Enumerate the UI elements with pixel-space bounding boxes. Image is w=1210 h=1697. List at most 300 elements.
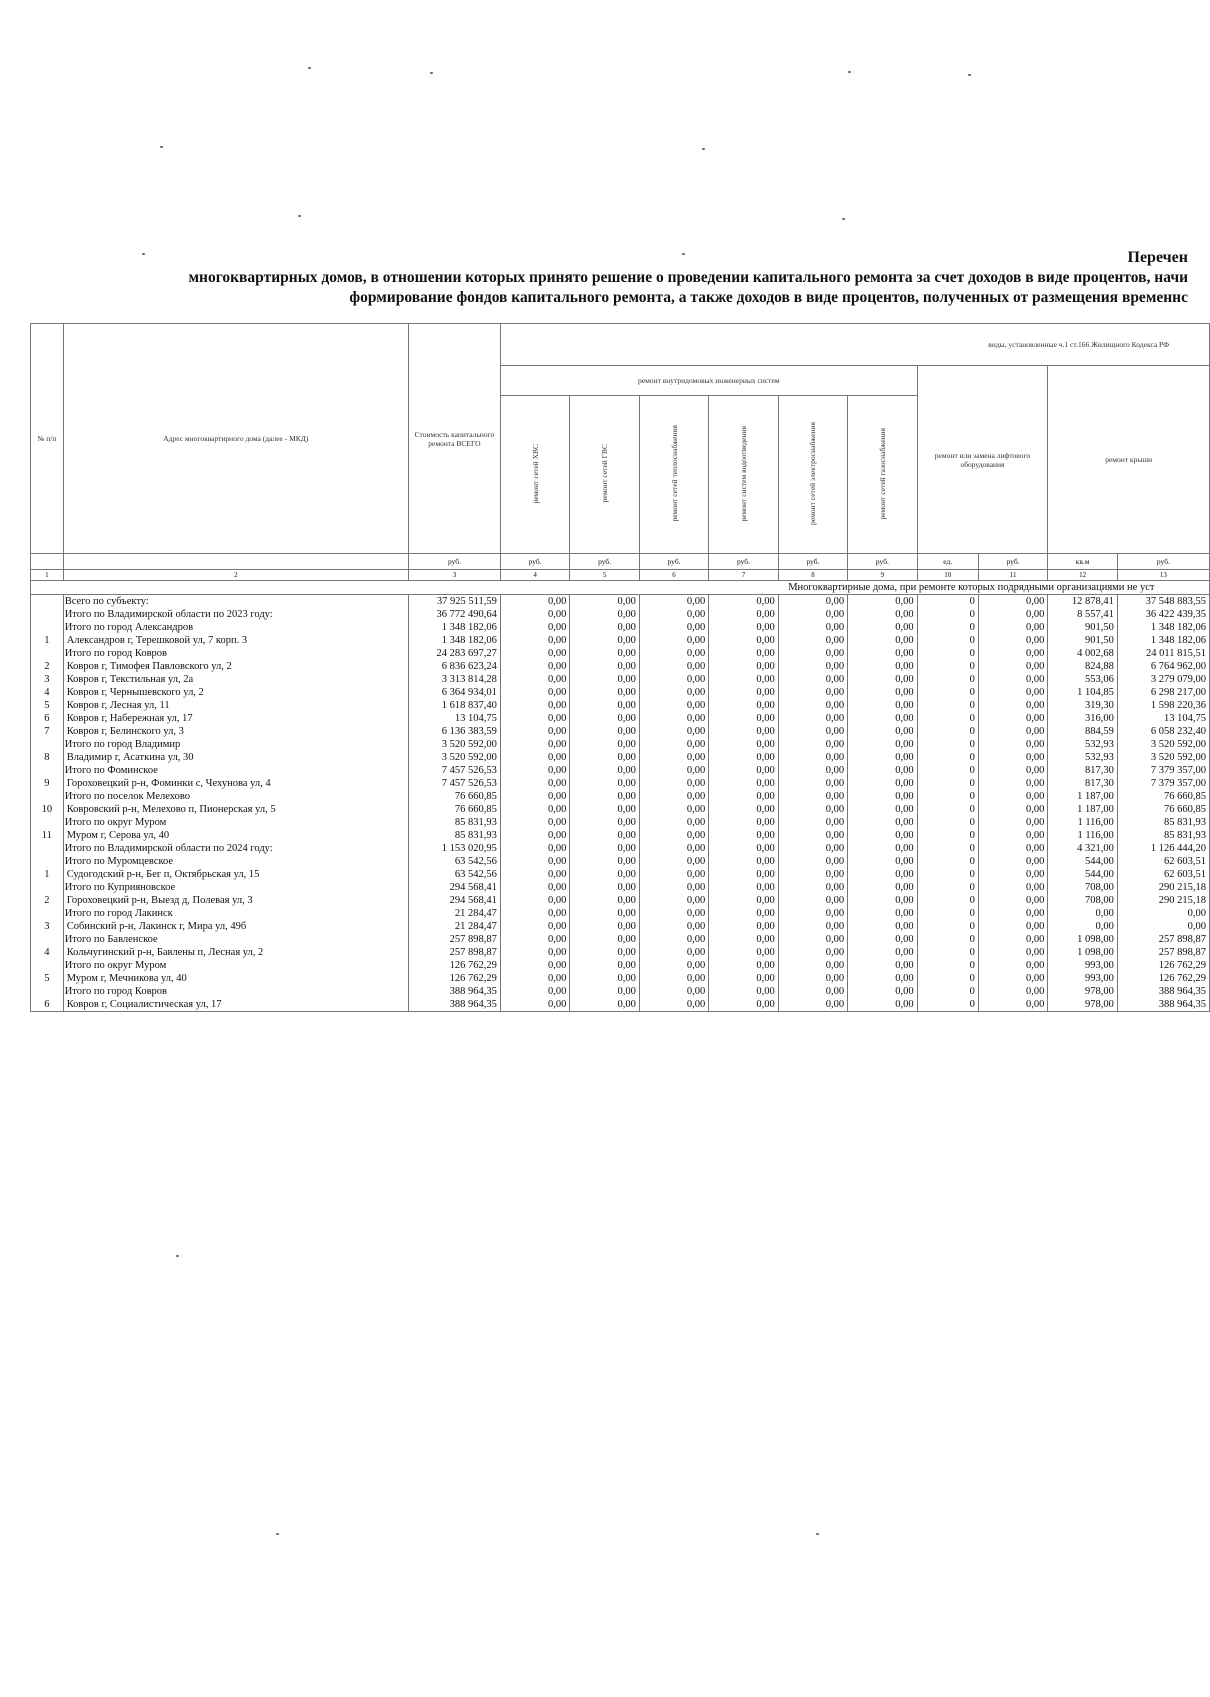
row-total-cost: 85 831,93 — [408, 829, 500, 842]
row-gas: 0,00 — [848, 686, 917, 699]
row-hvs: 0,00 — [500, 816, 569, 829]
row-gas: 0,00 — [848, 595, 917, 609]
row-gvs: 0,00 — [570, 881, 639, 894]
row-total-cost: 388 964,35 — [408, 998, 500, 1012]
row-address: Муром г, Серова ул, 40 — [63, 829, 408, 842]
row-number — [31, 985, 64, 998]
row-total-cost: 13 104,75 — [408, 712, 500, 725]
row-gvs: 0,00 — [570, 777, 639, 790]
row-lift-units: 0 — [917, 673, 978, 686]
column-number: 9 — [848, 570, 917, 581]
row-roof-area: 817,30 — [1048, 777, 1117, 790]
row-hvs: 0,00 — [500, 621, 569, 634]
row-heat: 0,00 — [639, 868, 708, 881]
row-lift-units: 0 — [917, 738, 978, 751]
row-roof-area: 1 116,00 — [1048, 816, 1117, 829]
row-total-cost: 6 364 934,01 — [408, 686, 500, 699]
row-hvs: 0,00 — [500, 764, 569, 777]
row-heat: 0,00 — [639, 738, 708, 751]
row-sewer: 0,00 — [709, 829, 778, 842]
row-gvs: 0,00 — [570, 595, 639, 609]
section-title: Многоквартирные дома, при ремонте которых подрядными организациями не уст — [778, 581, 1209, 595]
row-hvs: 0,00 — [500, 920, 569, 933]
row-elec: 0,00 — [778, 790, 847, 803]
row-lift-units: 0 — [917, 868, 978, 881]
row-lift-units: 0 — [917, 647, 978, 660]
row-address: Итого по город Ковров — [63, 985, 408, 998]
row-elec: 0,00 — [778, 777, 847, 790]
row-roof-cost: 62 603,51 — [1117, 855, 1209, 868]
row-heat: 0,00 — [639, 660, 708, 673]
row-sewer: 0,00 — [709, 634, 778, 647]
row-address: Судогодский р-н, Бег п, Октябрьская ул, 15 — [63, 868, 408, 881]
row-lift-cost: 0,00 — [978, 985, 1047, 998]
row-address: Итого по Владимирской области по 2023 году: — [63, 608, 408, 621]
row-gvs: 0,00 — [570, 725, 639, 738]
row-lift-cost: 0,00 — [978, 920, 1047, 933]
row-total-cost: 85 831,93 — [408, 816, 500, 829]
table-row — [31, 751, 1210, 764]
row-number — [31, 855, 64, 868]
table-row — [31, 855, 1210, 868]
row-roof-cost: 3 520 592,00 — [1117, 738, 1209, 751]
row-total-cost: 257 898,87 — [408, 933, 500, 946]
row-hvs: 0,00 — [500, 725, 569, 738]
row-elec: 0,00 — [778, 595, 847, 609]
row-elec: 0,00 — [778, 751, 847, 764]
row-address: Гороховецкий р-н, Выезд д, Полевая ул, 3 — [63, 894, 408, 907]
row-roof-cost: 62 603,51 — [1117, 868, 1209, 881]
row-heat: 0,00 — [639, 855, 708, 868]
row-hvs: 0,00 — [500, 985, 569, 998]
row-number — [31, 647, 64, 660]
row-roof-area: 319,30 — [1048, 699, 1117, 712]
table-row — [31, 933, 1210, 946]
row-heat: 0,00 — [639, 712, 708, 725]
row-elec: 0,00 — [778, 647, 847, 660]
row-number — [31, 959, 64, 972]
row-lift-cost: 0,00 — [978, 790, 1047, 803]
scan-speck — [298, 215, 301, 217]
table-row — [31, 738, 1210, 751]
column-number: 6 — [639, 570, 708, 581]
unit-cell: руб. — [978, 554, 1047, 570]
row-lift-cost: 0,00 — [978, 868, 1047, 881]
row-heat: 0,00 — [639, 933, 708, 946]
row-hvs: 0,00 — [500, 738, 569, 751]
row-heat: 0,00 — [639, 998, 708, 1012]
row-address: Итого по город Александров — [63, 621, 408, 634]
row-roof-area: 553,06 — [1048, 673, 1117, 686]
row-address: Владимир г, Асаткина ул, 30 — [63, 751, 408, 764]
column-number: 10 — [917, 570, 978, 581]
column-number: 8 — [778, 570, 847, 581]
row-number: 6 — [31, 712, 64, 725]
row-sewer: 0,00 — [709, 946, 778, 959]
table-row — [31, 686, 1210, 699]
row-lift-cost: 0,00 — [978, 699, 1047, 712]
row-lift-cost: 0,00 — [978, 803, 1047, 816]
row-gas: 0,00 — [848, 985, 917, 998]
row-gvs: 0,00 — [570, 660, 639, 673]
table-body — [31, 595, 1210, 1012]
row-lift-units: 0 — [917, 933, 978, 946]
row-roof-cost: 6 764 962,00 — [1117, 660, 1209, 673]
row-sewer: 0,00 — [709, 738, 778, 751]
row-gvs: 0,00 — [570, 842, 639, 855]
row-address: Ковров г, Набережная ул, 17 — [63, 712, 408, 725]
header-sys-elec: ремонт сетей электроснабжения — [778, 396, 847, 554]
row-elec: 0,00 — [778, 842, 847, 855]
row-roof-area: 708,00 — [1048, 881, 1117, 894]
row-roof-cost: 37 548 883,55 — [1117, 595, 1209, 609]
row-sewer: 0,00 — [709, 608, 778, 621]
row-gas: 0,00 — [848, 647, 917, 660]
row-address: Итого по Владимирской области по 2024 году: — [63, 842, 408, 855]
row-total-cost: 36 772 490,64 — [408, 608, 500, 621]
row-gas: 0,00 — [848, 673, 917, 686]
row-number: 6 — [31, 998, 64, 1012]
row-gas: 0,00 — [848, 881, 917, 894]
row-gvs: 0,00 — [570, 998, 639, 1012]
row-roof-area: 901,50 — [1048, 621, 1117, 634]
document-heading — [0, 248, 1188, 308]
unit-cell: руб. — [408, 554, 500, 570]
row-lift-units: 0 — [917, 985, 978, 998]
row-sewer: 0,00 — [709, 972, 778, 985]
row-number — [31, 608, 64, 621]
row-address: Итого по округ Муром — [63, 816, 408, 829]
row-roof-area: 1 104,85 — [1048, 686, 1117, 699]
row-lift-cost: 0,00 — [978, 816, 1047, 829]
row-sewer: 0,00 — [709, 894, 778, 907]
row-total-cost: 7 457 526,53 — [408, 764, 500, 777]
row-roof-cost: 76 660,85 — [1117, 790, 1209, 803]
row-total-cost: 1 348 182,06 — [408, 634, 500, 647]
row-total-cost: 126 762,29 — [408, 959, 500, 972]
row-lift-units: 0 — [917, 751, 978, 764]
row-lift-units: 0 — [917, 777, 978, 790]
row-roof-cost: 3 279 079,00 — [1117, 673, 1209, 686]
row-hvs: 0,00 — [500, 673, 569, 686]
row-gvs: 0,00 — [570, 738, 639, 751]
row-lift-cost: 0,00 — [978, 647, 1047, 660]
row-roof-cost: 126 762,29 — [1117, 959, 1209, 972]
row-sewer: 0,00 — [709, 985, 778, 998]
row-number — [31, 790, 64, 803]
row-roof-cost: 0,00 — [1117, 920, 1209, 933]
row-gvs: 0,00 — [570, 634, 639, 647]
row-gas: 0,00 — [848, 855, 917, 868]
row-total-cost: 126 762,29 — [408, 972, 500, 985]
row-lift-units: 0 — [917, 712, 978, 725]
row-number: 8 — [31, 751, 64, 764]
row-roof-cost: 7 379 357,00 — [1117, 764, 1209, 777]
row-total-cost: 1 618 837,40 — [408, 699, 500, 712]
row-lift-units: 0 — [917, 920, 978, 933]
row-total-cost: 3 520 592,00 — [408, 738, 500, 751]
row-gas: 0,00 — [848, 751, 917, 764]
row-hvs: 0,00 — [500, 634, 569, 647]
row-lift-cost: 0,00 — [978, 855, 1047, 868]
row-lift-units: 0 — [917, 842, 978, 855]
row-elec: 0,00 — [778, 907, 847, 920]
row-heat: 0,00 — [639, 842, 708, 855]
row-hvs: 0,00 — [500, 751, 569, 764]
row-address: Ковровский р-н, Мелехово п, Пионерская ул, 5 — [63, 803, 408, 816]
table-row — [31, 816, 1210, 829]
row-heat: 0,00 — [639, 764, 708, 777]
row-sewer: 0,00 — [709, 998, 778, 1012]
header-sys-sewer: ремонт систем водоотведения — [709, 396, 778, 554]
row-lift-cost: 0,00 — [978, 673, 1047, 686]
row-roof-cost: 7 379 357,00 — [1117, 777, 1209, 790]
row-lift-units: 0 — [917, 894, 978, 907]
row-total-cost: 24 283 697,27 — [408, 647, 500, 660]
row-sewer: 0,00 — [709, 907, 778, 920]
header-total-cost: Стоимость капитального ремонта ВСЕГО — [408, 324, 500, 554]
unit-cell: руб. — [570, 554, 639, 570]
row-gas: 0,00 — [848, 790, 917, 803]
row-sewer: 0,00 — [709, 816, 778, 829]
column-number: 13 — [1117, 570, 1209, 581]
row-lift-units: 0 — [917, 634, 978, 647]
row-hvs: 0,00 — [500, 790, 569, 803]
row-lift-units: 0 — [917, 998, 978, 1012]
row-heat: 0,00 — [639, 777, 708, 790]
row-hvs: 0,00 — [500, 699, 569, 712]
row-total-cost: 63 542,56 — [408, 868, 500, 881]
row-hvs: 0,00 — [500, 855, 569, 868]
row-address: Ковров г, Чернышевского ул, 2 — [63, 686, 408, 699]
row-address: Итого по Куприяновское — [63, 881, 408, 894]
row-address: Ковров г, Текстильная ул, 2а — [63, 673, 408, 686]
row-elec: 0,00 — [778, 660, 847, 673]
row-address: Итого по Муромцевское — [63, 855, 408, 868]
row-elec: 0,00 — [778, 933, 847, 946]
row-number — [31, 595, 64, 609]
row-number: 5 — [31, 972, 64, 985]
row-elec: 0,00 — [778, 621, 847, 634]
row-lift-cost: 0,00 — [978, 634, 1047, 647]
row-gvs: 0,00 — [570, 621, 639, 634]
row-sewer: 0,00 — [709, 712, 778, 725]
row-number: 1 — [31, 634, 64, 647]
row-address: Итого по город Владимир — [63, 738, 408, 751]
row-roof-area: 8 557,41 — [1048, 608, 1117, 621]
row-lift-cost: 0,00 — [978, 842, 1047, 855]
header-types-group: виды, установленные ч.1 ст.166 Жилищного Кодекса РФ — [500, 324, 1209, 366]
row-heat: 0,00 — [639, 946, 708, 959]
row-sewer: 0,00 — [709, 790, 778, 803]
row-roof-area: 1 187,00 — [1048, 803, 1117, 816]
row-lift-cost: 0,00 — [978, 829, 1047, 842]
row-roof-area: 0,00 — [1048, 920, 1117, 933]
row-hvs: 0,00 — [500, 933, 569, 946]
row-roof-area: 544,00 — [1048, 868, 1117, 881]
row-heat: 0,00 — [639, 686, 708, 699]
row-lift-cost: 0,00 — [978, 881, 1047, 894]
row-lift-units: 0 — [917, 816, 978, 829]
row-gvs: 0,00 — [570, 790, 639, 803]
row-roof-cost: 0,00 — [1117, 907, 1209, 920]
table-row — [31, 595, 1210, 609]
row-heat: 0,00 — [639, 608, 708, 621]
row-hvs: 0,00 — [500, 647, 569, 660]
row-elec: 0,00 — [778, 985, 847, 998]
row-hvs: 0,00 — [500, 907, 569, 920]
row-total-cost: 6 136 383,59 — [408, 725, 500, 738]
row-number — [31, 842, 64, 855]
row-hvs: 0,00 — [500, 660, 569, 673]
row-roof-cost: 388 964,35 — [1117, 998, 1209, 1012]
row-address: Итого по Фоминское — [63, 764, 408, 777]
row-gvs: 0,00 — [570, 751, 639, 764]
row-hvs: 0,00 — [500, 712, 569, 725]
row-gvs: 0,00 — [570, 946, 639, 959]
table-row — [31, 660, 1210, 673]
scan-speck — [968, 74, 971, 76]
row-gvs: 0,00 — [570, 855, 639, 868]
row-gvs: 0,00 — [570, 608, 639, 621]
heading-line-3: формирование фондов капитального ремонта, а также доходов в виде процентов, полученных от размещения временнс — [349, 289, 1188, 306]
row-lift-units: 0 — [917, 855, 978, 868]
row-number — [31, 933, 64, 946]
row-heat: 0,00 — [639, 972, 708, 985]
row-hvs: 0,00 — [500, 608, 569, 621]
row-total-cost: 21 284,47 — [408, 920, 500, 933]
row-number: 2 — [31, 894, 64, 907]
row-address: Итого по Бавленское — [63, 933, 408, 946]
row-gas: 0,00 — [848, 972, 917, 985]
table-row — [31, 894, 1210, 907]
table-row — [31, 621, 1210, 634]
row-elec: 0,00 — [778, 881, 847, 894]
row-sewer: 0,00 — [709, 595, 778, 609]
row-sewer: 0,00 — [709, 764, 778, 777]
row-elec: 0,00 — [778, 673, 847, 686]
row-gas: 0,00 — [848, 946, 917, 959]
row-gas: 0,00 — [848, 803, 917, 816]
row-heat: 0,00 — [639, 907, 708, 920]
row-address: Собинский р-н, Лакинск г, Мира ул, 49б — [63, 920, 408, 933]
table-row — [31, 712, 1210, 725]
row-gas: 0,00 — [848, 894, 917, 907]
row-heat: 0,00 — [639, 751, 708, 764]
row-roof-area: 824,88 — [1048, 660, 1117, 673]
row-roof-area: 544,00 — [1048, 855, 1117, 868]
row-elec: 0,00 — [778, 920, 847, 933]
row-address: Итого по поселок Мелехово — [63, 790, 408, 803]
row-lift-cost: 0,00 — [978, 933, 1047, 946]
row-total-cost: 7 457 526,53 — [408, 777, 500, 790]
row-roof-area: 532,93 — [1048, 738, 1117, 751]
row-lift-units: 0 — [917, 790, 978, 803]
row-roof-area: 884,59 — [1048, 725, 1117, 738]
row-elec: 0,00 — [778, 855, 847, 868]
row-total-cost: 388 964,35 — [408, 985, 500, 998]
row-heat: 0,00 — [639, 829, 708, 842]
row-gas: 0,00 — [848, 907, 917, 920]
row-gas: 0,00 — [848, 842, 917, 855]
row-roof-area: 901,50 — [1048, 634, 1117, 647]
row-heat: 0,00 — [639, 803, 708, 816]
row-gvs: 0,00 — [570, 712, 639, 725]
column-number: 4 — [500, 570, 569, 581]
row-gas: 0,00 — [848, 634, 917, 647]
row-gas: 0,00 — [848, 829, 917, 842]
row-total-cost: 3 313 814,28 — [408, 673, 500, 686]
row-number: 5 — [31, 699, 64, 712]
row-lift-units: 0 — [917, 660, 978, 673]
table-row — [31, 699, 1210, 712]
row-lift-cost: 0,00 — [978, 595, 1047, 609]
table-row — [31, 985, 1210, 998]
row-roof-cost: 3 520 592,00 — [1117, 751, 1209, 764]
row-roof-cost: 388 964,35 — [1117, 985, 1209, 998]
row-roof-area: 993,00 — [1048, 972, 1117, 985]
row-hvs: 0,00 — [500, 686, 569, 699]
scan-speck — [848, 71, 851, 73]
unit-cell: руб. — [848, 554, 917, 570]
table-row — [31, 998, 1210, 1012]
row-roof-cost: 85 831,93 — [1117, 816, 1209, 829]
row-heat: 0,00 — [639, 595, 708, 609]
row-hvs: 0,00 — [500, 998, 569, 1012]
row-gas: 0,00 — [848, 777, 917, 790]
row-hvs: 0,00 — [500, 959, 569, 972]
row-heat: 0,00 — [639, 621, 708, 634]
row-roof-area: 1 187,00 — [1048, 790, 1117, 803]
row-lift-units: 0 — [917, 881, 978, 894]
row-address: Муром г, Мечникова ул, 40 — [63, 972, 408, 985]
row-gas: 0,00 — [848, 608, 917, 621]
row-roof-area: 708,00 — [1048, 894, 1117, 907]
row-address: Александров г, Терешковой ул, 7 корп. 3 — [63, 634, 408, 647]
scan-speck — [276, 1533, 279, 1535]
row-lift-cost: 0,00 — [978, 777, 1047, 790]
row-number: 10 — [31, 803, 64, 816]
row-hvs: 0,00 — [500, 946, 569, 959]
row-lift-units: 0 — [917, 621, 978, 634]
row-gas: 0,00 — [848, 764, 917, 777]
row-roof-cost: 85 831,93 — [1117, 829, 1209, 842]
row-sewer: 0,00 — [709, 868, 778, 881]
row-gvs: 0,00 — [570, 894, 639, 907]
table-row — [31, 959, 1210, 972]
row-gas: 0,00 — [848, 699, 917, 712]
row-heat: 0,00 — [639, 634, 708, 647]
table-row — [31, 868, 1210, 881]
row-heat: 0,00 — [639, 881, 708, 894]
row-address: Итого по город Лакинск — [63, 907, 408, 920]
row-roof-cost: 24 011 815,51 — [1117, 647, 1209, 660]
row-gvs: 0,00 — [570, 686, 639, 699]
row-gvs: 0,00 — [570, 920, 639, 933]
row-roof-cost: 1 348 182,06 — [1117, 634, 1209, 647]
row-roof-cost: 126 762,29 — [1117, 972, 1209, 985]
row-number: 2 — [31, 660, 64, 673]
row-gas: 0,00 — [848, 660, 917, 673]
row-roof-area: 532,93 — [1048, 751, 1117, 764]
row-number: 3 — [31, 920, 64, 933]
column-numbers-row — [31, 570, 1210, 581]
row-address: Итого по округ Муром — [63, 959, 408, 972]
row-total-cost: 294 568,41 — [408, 881, 500, 894]
row-address: Ковров г, Социалистическая ул, 17 — [63, 998, 408, 1012]
row-gvs: 0,00 — [570, 816, 639, 829]
row-address: Ковров г, Тимофея Павловского ул, 2 — [63, 660, 408, 673]
